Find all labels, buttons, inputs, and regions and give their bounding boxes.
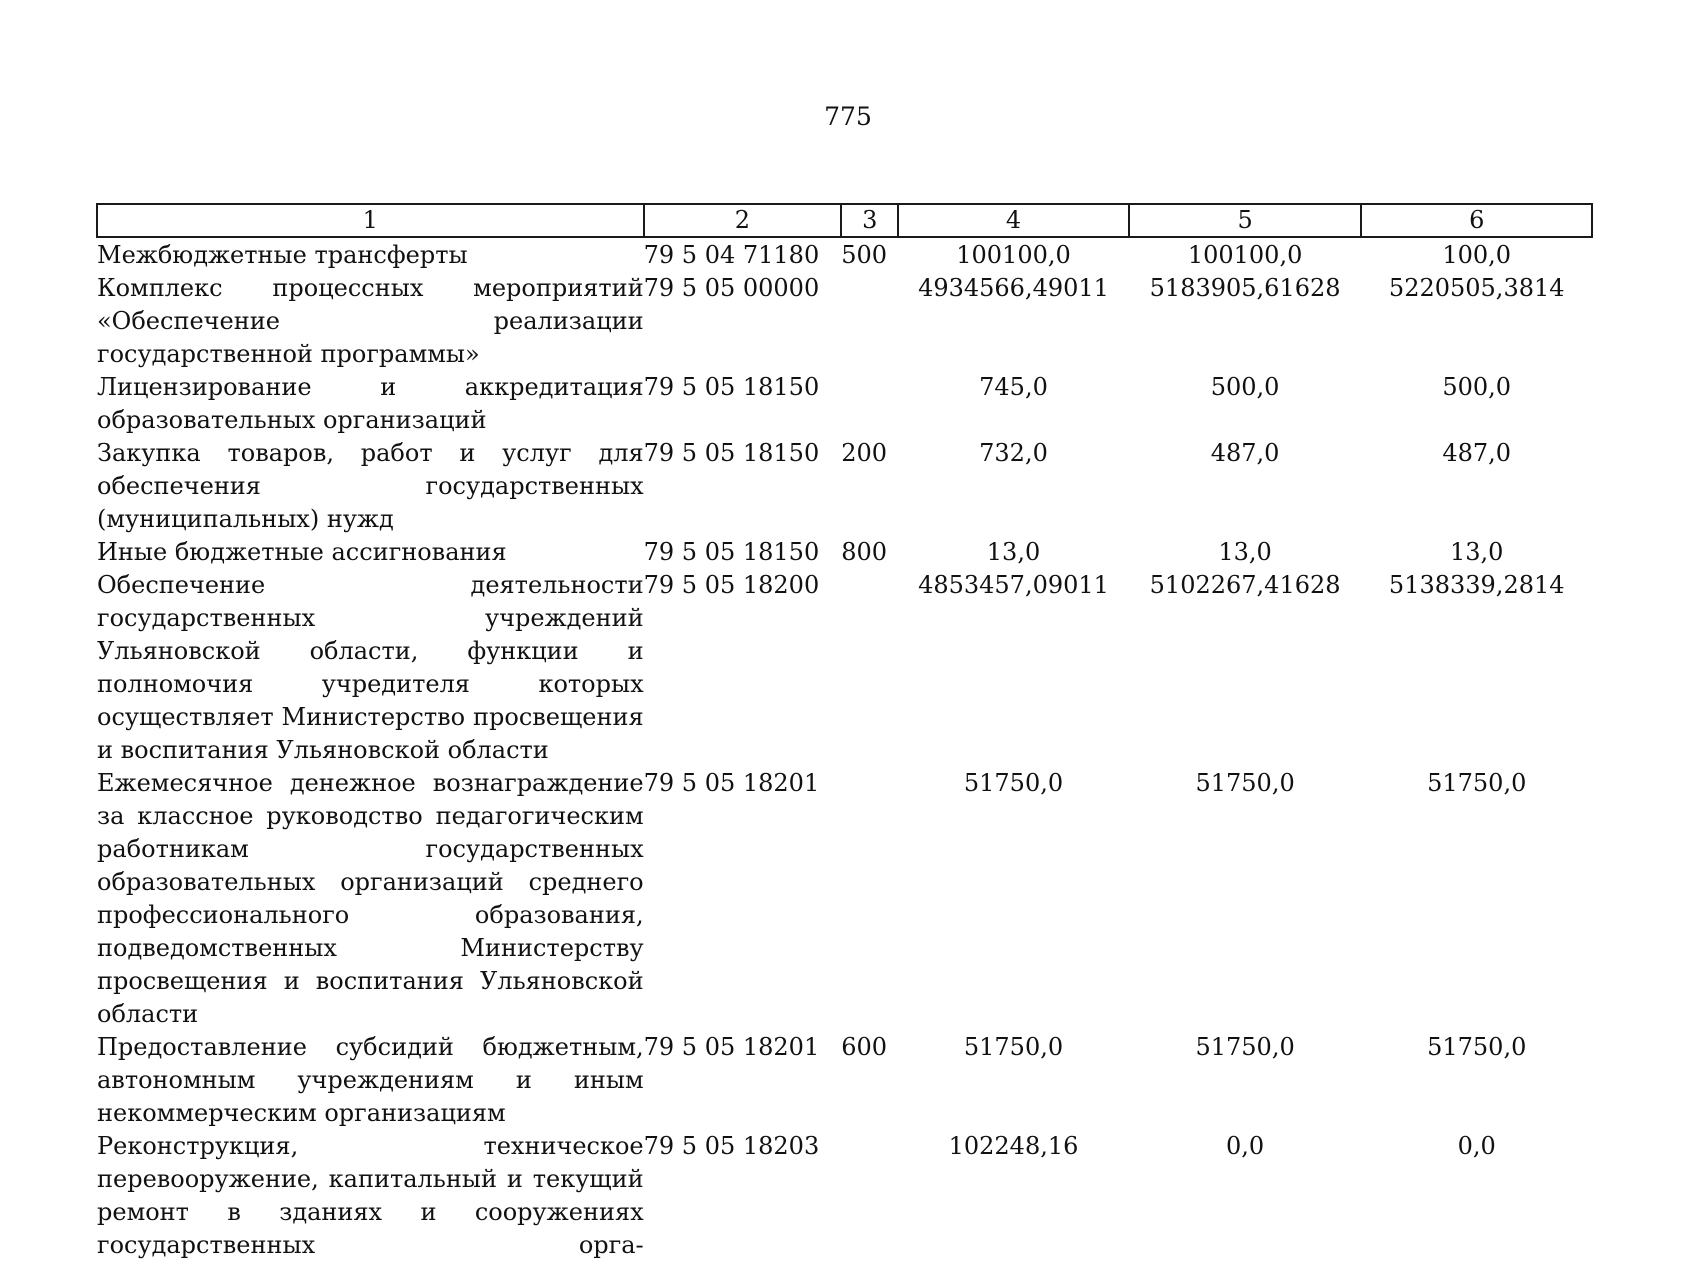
row-value-6: 51750,0 [1427, 769, 1527, 797]
row-name: Реконструкция, техническое перевооружение, капитальный и текущий ремонт в зданиях и сооружениях государственных орга- [97, 1132, 644, 1259]
row-kind [841, 1130, 898, 1262]
row-value-5: 13,0 [1218, 538, 1272, 566]
row-kind: 200 [841, 439, 887, 467]
row-code: 79 5 05 18203 [643, 1132, 820, 1160]
row-code: 79 5 05 00000 [643, 274, 820, 302]
row-name: Закупка товаров, работ и услуг для обеспечения государственных (муниципальных) нужд [97, 439, 644, 533]
row-value-5: 100100,0 [1187, 241, 1303, 269]
table-row [97, 569, 1592, 767]
column-header-2: 2 [644, 204, 842, 237]
table-row [97, 272, 1592, 371]
row-code: 79 5 05 18150 [643, 373, 820, 401]
row-name: Межбюджетные трансферты [97, 241, 468, 269]
row-value-6: 51750,0 [1427, 1033, 1527, 1061]
row-value-6: 100,0 [1442, 241, 1512, 269]
row-value-5: 5183905,61628 [1149, 274, 1341, 302]
budget-table [96, 203, 1593, 1262]
row-kind: 800 [841, 538, 887, 566]
row-value-6: 0,0 [1457, 1132, 1496, 1160]
row-value-5: 5102267,41628 [1149, 571, 1341, 599]
row-name: Иные бюджетные ассигнования [97, 538, 507, 566]
row-kind: 600 [841, 1033, 887, 1061]
row-value-4: 732,0 [979, 439, 1048, 467]
row-kind [841, 371, 898, 437]
row-code: 79 5 05 18201 [643, 769, 820, 797]
table-header [97, 204, 1592, 237]
row-value-4: 51750,0 [963, 1033, 1064, 1061]
row-value-6: 5220505,3814 [1388, 274, 1565, 302]
row-name: Ежемесячное денежное вознаграждение за классное руководство педагогическим работникам государственных образовательных организаций среднего профессионального образования, подведомственных Министерству просвещения и воспитания Ульяновской области [97, 769, 644, 1028]
row-code: 79 5 05 18150 [643, 439, 820, 467]
row-value-4: 745,0 [979, 373, 1048, 401]
row-value-4: 102248,16 [948, 1132, 1079, 1160]
row-name: Комплекс процессных мероприятий «Обеспечение реализации государственной программы» [97, 274, 644, 368]
row-value-5: 51750,0 [1195, 1033, 1295, 1061]
row-value-5: 51750,0 [1195, 769, 1295, 797]
page-number: 775 [824, 102, 872, 131]
row-code: 79 5 05 18150 [643, 538, 820, 566]
row-code: 79 5 05 18200 [643, 571, 820, 599]
row-value-4: 4934566,49011 [918, 274, 1109, 302]
row-kind [841, 569, 898, 767]
table-row [97, 536, 1592, 569]
row-value-4: 100100,0 [956, 241, 1071, 269]
row-name: Обеспечение деятельности государственных учреждений Ульяновской области, функции и полномочия учредителя которых осуществляет Министерство просвещения и воспитания Ульяновской области [97, 571, 644, 764]
table-row [97, 1031, 1592, 1130]
row-kind [841, 272, 898, 371]
column-header-5: 5 [1129, 204, 1362, 237]
row-value-5: 500,0 [1210, 373, 1280, 401]
row-code: 79 5 05 18201 [643, 1033, 820, 1061]
table-row [97, 767, 1592, 1031]
row-value-6: 13,0 [1450, 538, 1504, 566]
column-header-6: 6 [1361, 204, 1592, 237]
row-kind: 500 [841, 241, 887, 269]
table-row [97, 437, 1592, 536]
row-value-6: 487,0 [1442, 439, 1512, 467]
row-value-4: 13,0 [986, 538, 1041, 566]
row-value-5: 0,0 [1226, 1132, 1265, 1160]
row-value-4: 51750,0 [963, 769, 1064, 797]
table-row [97, 237, 1592, 272]
row-name: Предоставление субсидий бюджетным, автономным учреждениям и иным некоммерческим организациям [97, 1033, 644, 1127]
column-header-1: 1 [97, 204, 644, 237]
row-value-5: 487,0 [1210, 439, 1280, 467]
table-body [97, 237, 1592, 1262]
row-code: 79 5 04 71180 [643, 241, 820, 269]
row-value-6: 5138339,2814 [1388, 571, 1565, 599]
row-name: Лицензирование и аккредитация образовательных организаций [97, 373, 644, 434]
column-header-4: 4 [898, 204, 1129, 237]
column-header-3: 3 [841, 204, 898, 237]
table-row [97, 1130, 1592, 1262]
row-value-4: 4853457,09011 [918, 571, 1109, 599]
table-header-row [97, 204, 1592, 237]
row-kind [841, 767, 898, 1031]
table-row [97, 371, 1592, 437]
row-value-6: 500,0 [1442, 373, 1512, 401]
